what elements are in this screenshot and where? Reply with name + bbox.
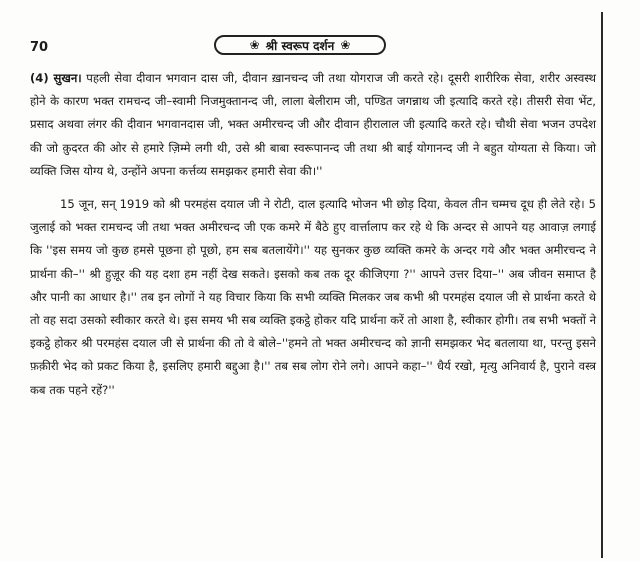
section-label: (4) सुखन।: [30, 71, 82, 85]
page-number: 70: [30, 40, 49, 55]
paragraph-1: [30, 67, 596, 183]
flower-ornament-left-icon: ❀: [249, 38, 260, 52]
page-body: [30, 67, 596, 402]
paragraph-2: 15 जून, सन् 1919 को श्री परमहंस दयाल जी ने रोटी, दाल इत्यादि भोजन भी छोड़ दिया, केवल तीन चम्मच दूध ही लेते रहे। 5 जुलाई को भक्त रामचन्द जी तथा भक्त अमीरचन्द जी एक कमरे में बैठे हुए वार्त्तालाप कर रहे थे कि अन्दर से आपने यह आवाज़ लगाई कि ''इस समय जो कुछ हमसे पूछना हो पूछो, हम सब बतलायेंगे।'' यह सुनकर कुछ व्यक्ति कमरे के अन्दर गये और भक्त अमीरचन्द ने प्रार्थना की–'' श्री हुज़ूर की यह दशा हम नहीं देख सकते। इसको कब तक दूर कीजिएगा ?'' आपने उत्तर दिया–'' अब जीवन समाप्त है और पानी का आधार है।'' तब इन लोगों ने यह विचार किया कि सभी व्यक्ति मिलकर जब कभी श्री परमहंस दयाल जी से प्रार्थना करते थे तो वह सदा उसको स्वीकार करते थे। इस समय भी सब व्यक्ति इकट्ठे होकर यदि प्रार्थना करें तो आशा है, स्वीकार होगी। तब सभी भक्तों ने इकट्ठे होकर श्री परमहंस दयाल जी से प्रार्थना की तो वे बोले–''हमने तो भक्त अमीरचन्द को ज्ञानी समझकर भेद बतलाया था, परन्तु इसने फ़क़ीरी भेद को प्रकट किया है, इसलिए हमारी बद्दुआ है।'' तब सब लोग रोने लगे। आपने कहा–'' धैर्य रखो, मृत्यु अनिवार्य है, पुराने वस्त्र कब तक पहने रहें?'': [30, 197, 596, 397]
running-header-title: श्री स्वरूप दर्शन: [265, 38, 335, 53]
running-header: [214, 35, 386, 55]
paragraph-1-text: पहली सेवा दीवान भगवान दास जी, दीवान ख़ानचन्द जी तथा योगराज जी करते रहे। दूसरी शारीरिक सेवा, शरीर अस्वस्थ होने के कारण भक्त रामचन्द जी–स्वामी निजमुक्तानन्द जी, लाला बेलीराम जी, पण्डित जगन्नाथ जी इत्यादि करते रहे। तीसरी सेवा भेंट, प्रसाद अथवा लंगर की दीवान भगवानदास जी, भक्त अमीरचन्द जी और दीवान हीरालाल जी इत्यादि करते रहे। चौथी सेवा भजन उपदेश की जो क़ुदरत की ओर से हमारे ज़िम्मे लगी थी, उसे श्री बाबा स्वरूपानन्द जी तथा श्री बाई योगानन्द जी ने बहुत योग्यता से किया। जो व्यक्ति जिस योग्य थे, उन्होंने अपना कर्त्तव्य समझकर हमारी सेवा की।'': [30, 71, 596, 178]
flower-ornament-right-icon: ❀: [340, 38, 351, 52]
page-edge-rule: [601, 12, 603, 558]
